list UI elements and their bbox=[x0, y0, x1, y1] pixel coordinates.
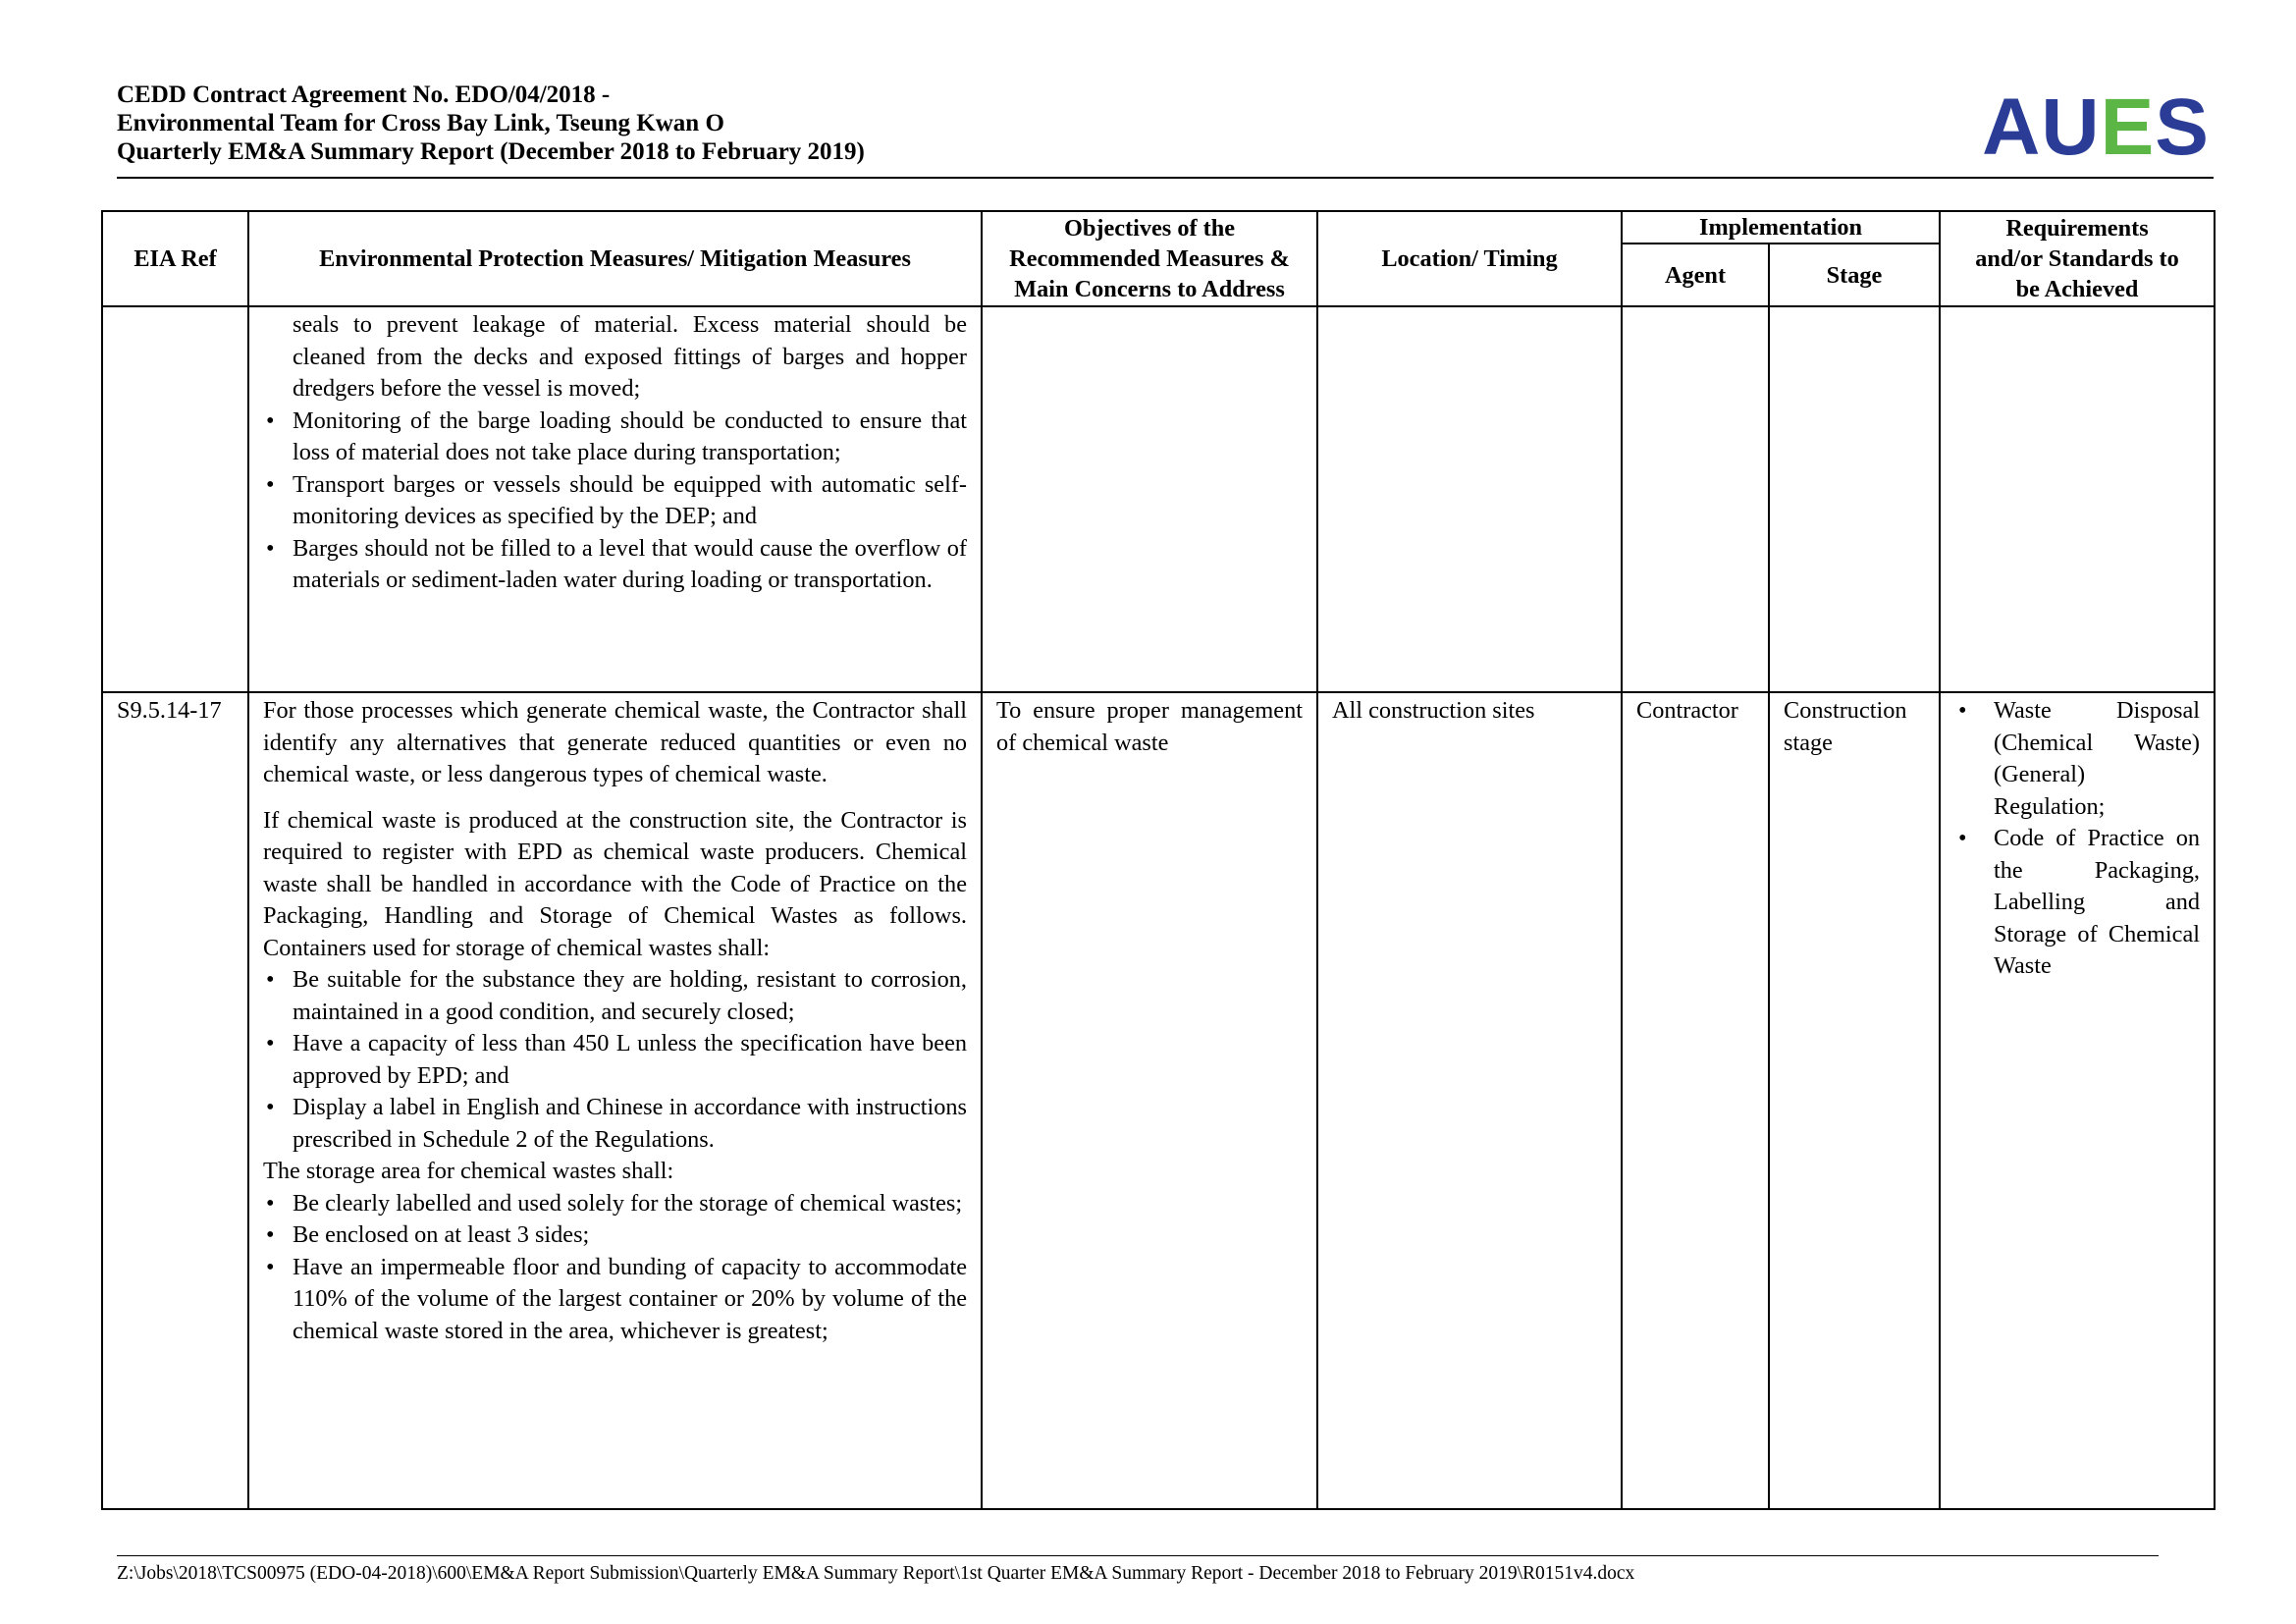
list-item: • Waste Disposal (Chemical Waste) (General) Regulation; bbox=[1954, 695, 2200, 823]
list-item: • Code of Practice on the Packaging, Labelling and Storage of Chemical Waste bbox=[1954, 823, 2200, 983]
row2-objective: To ensure proper management of chemical waste bbox=[982, 692, 1317, 1509]
storage-area-intro: The storage area for chemical wastes shall: bbox=[263, 1158, 674, 1184]
header-implementation: Implementation bbox=[1622, 211, 1940, 244]
list-item: • Have a capacity of less than 450 L unless the specification have been approved by EPD; and bbox=[263, 1028, 967, 1092]
list-item: • Barges should not be filled to a level that would cause the overflow of materials or sediment-laden water during loading or transportation. bbox=[263, 533, 967, 597]
row2-measures bbox=[248, 692, 982, 1509]
logo-text-e: E bbox=[2100, 82, 2156, 172]
table-row bbox=[102, 692, 2215, 1509]
row2-paragraph-2: If chemical waste is produced at the construction site, the Contractor is required to register with EPD as chemical waste producers. Chemical waste shall be handled in accordance with the Code of Practice on the Packaging, Handling and Storage of Chemical Wastes as follows. Containers used for storage of chemical wastes shall: bbox=[263, 806, 967, 961]
row2-paragraph-1: For those processes which generate chemical waste, the Contractor shall identify any alternatives that generate reduced quantities or even no chemical waste, or less dangerous types of chemical waste. bbox=[263, 697, 967, 787]
requirements-list bbox=[1954, 695, 2200, 983]
team-title: Environmental Team for Cross Bay Link, Tseung Kwan O bbox=[117, 110, 724, 136]
list-item: • Display a label in English and Chinese in accordance with instructions prescribed in Schedule 2 of the Regulations. bbox=[263, 1092, 967, 1156]
header-objectives bbox=[982, 211, 1317, 306]
footer-file-path: Z:\Jobs\2018\TCS00975 (EDO-04-2018)\600\EM&A Report Submission\Quarterly EM&A Summary Report\1st Quarter EM&A Summary Report - December 2018 to February 2019\R0151v4.docx bbox=[117, 1563, 1635, 1584]
table-header-row bbox=[102, 211, 2215, 244]
header-requirements-line-1: Requirements bbox=[2005, 215, 2149, 242]
row1-agent bbox=[1622, 306, 1769, 692]
report-title-block bbox=[117, 81, 865, 166]
row1-objective bbox=[982, 306, 1317, 692]
list-item: • Be clearly labelled and used solely for the storage of chemical wastes; bbox=[263, 1188, 967, 1220]
header-objectives-line-1: Objectives of the bbox=[1063, 215, 1236, 242]
header-objectives-line-3: Main Concerns to Address bbox=[1014, 276, 1285, 302]
header-measures: Environmental Protection Measures/ Mitigation Measures bbox=[248, 211, 982, 306]
header-requirements bbox=[1940, 211, 2215, 306]
storage-area-list bbox=[263, 1188, 967, 1348]
contract-title: CEDD Contract Agreement No. EDO/04/2018 - bbox=[117, 81, 611, 108]
report-title: Quarterly EM&A Summary Report (December 2018 to February 2019) bbox=[117, 138, 865, 165]
header-stage: Stage bbox=[1769, 244, 1940, 306]
header-objectives-line-2: Recommended Measures & bbox=[1009, 245, 1290, 272]
footer-divider bbox=[117, 1555, 2159, 1556]
header-eia-ref: EIA Ref bbox=[102, 211, 248, 306]
row1-stage bbox=[1769, 306, 1940, 692]
aues-logo bbox=[1982, 82, 2210, 172]
table-row bbox=[102, 306, 2215, 692]
header-requirements-line-3: be Achieved bbox=[2015, 276, 2139, 302]
list-item: • Be enclosed on at least 3 sides; bbox=[263, 1219, 967, 1252]
row2-requirements bbox=[1940, 692, 2215, 1509]
list-item: • Transport barges or vessels should be equipped with automatic self-monitoring devices as specified by the DEP; and bbox=[263, 469, 967, 533]
list-item: • Be suitable for the substance they are holding, resistant to corrosion, maintained in a good condition, and securely closed; bbox=[263, 964, 967, 1028]
row1-measures bbox=[248, 306, 982, 692]
row2-agent: Contractor bbox=[1622, 692, 1769, 1509]
header-requirements-line-2: and/or Standards to bbox=[1975, 245, 2179, 272]
list-item: • Have an impermeable floor and bunding of capacity to accommodate 110% of the volume of the largest container or 20% by volume of the chemical waste stored in the area, whichever is greatest; bbox=[263, 1252, 967, 1348]
row1-location bbox=[1317, 306, 1622, 692]
row1-continued-text: seals to prevent leakage of material. Excess material should be cleaned from the decks and exposed fittings of barges and hopper dredgers before the vessel is moved; bbox=[293, 311, 967, 402]
header-agent: Agent bbox=[1622, 244, 1769, 306]
header-location: Location/ Timing bbox=[1317, 211, 1622, 306]
row2-stage: Construction stage bbox=[1769, 692, 1940, 1509]
row1-bullet-list bbox=[263, 406, 967, 597]
logo-text-au: AU bbox=[1982, 82, 2101, 172]
row2-eia-ref: S9.5.14-17 bbox=[102, 692, 248, 1509]
row1-eia-ref bbox=[102, 306, 248, 692]
logo-text-s: S bbox=[2155, 82, 2210, 172]
list-item: • Monitoring of the barge loading should be conducted to ensure that loss of material does not take place during transportation; bbox=[263, 406, 967, 469]
row1-requirements bbox=[1940, 306, 2215, 692]
row2-location: All construction sites bbox=[1317, 692, 1622, 1509]
container-requirements-list bbox=[263, 964, 967, 1156]
mitigation-measures-table bbox=[101, 210, 2216, 1510]
page-header bbox=[117, 81, 2214, 179]
